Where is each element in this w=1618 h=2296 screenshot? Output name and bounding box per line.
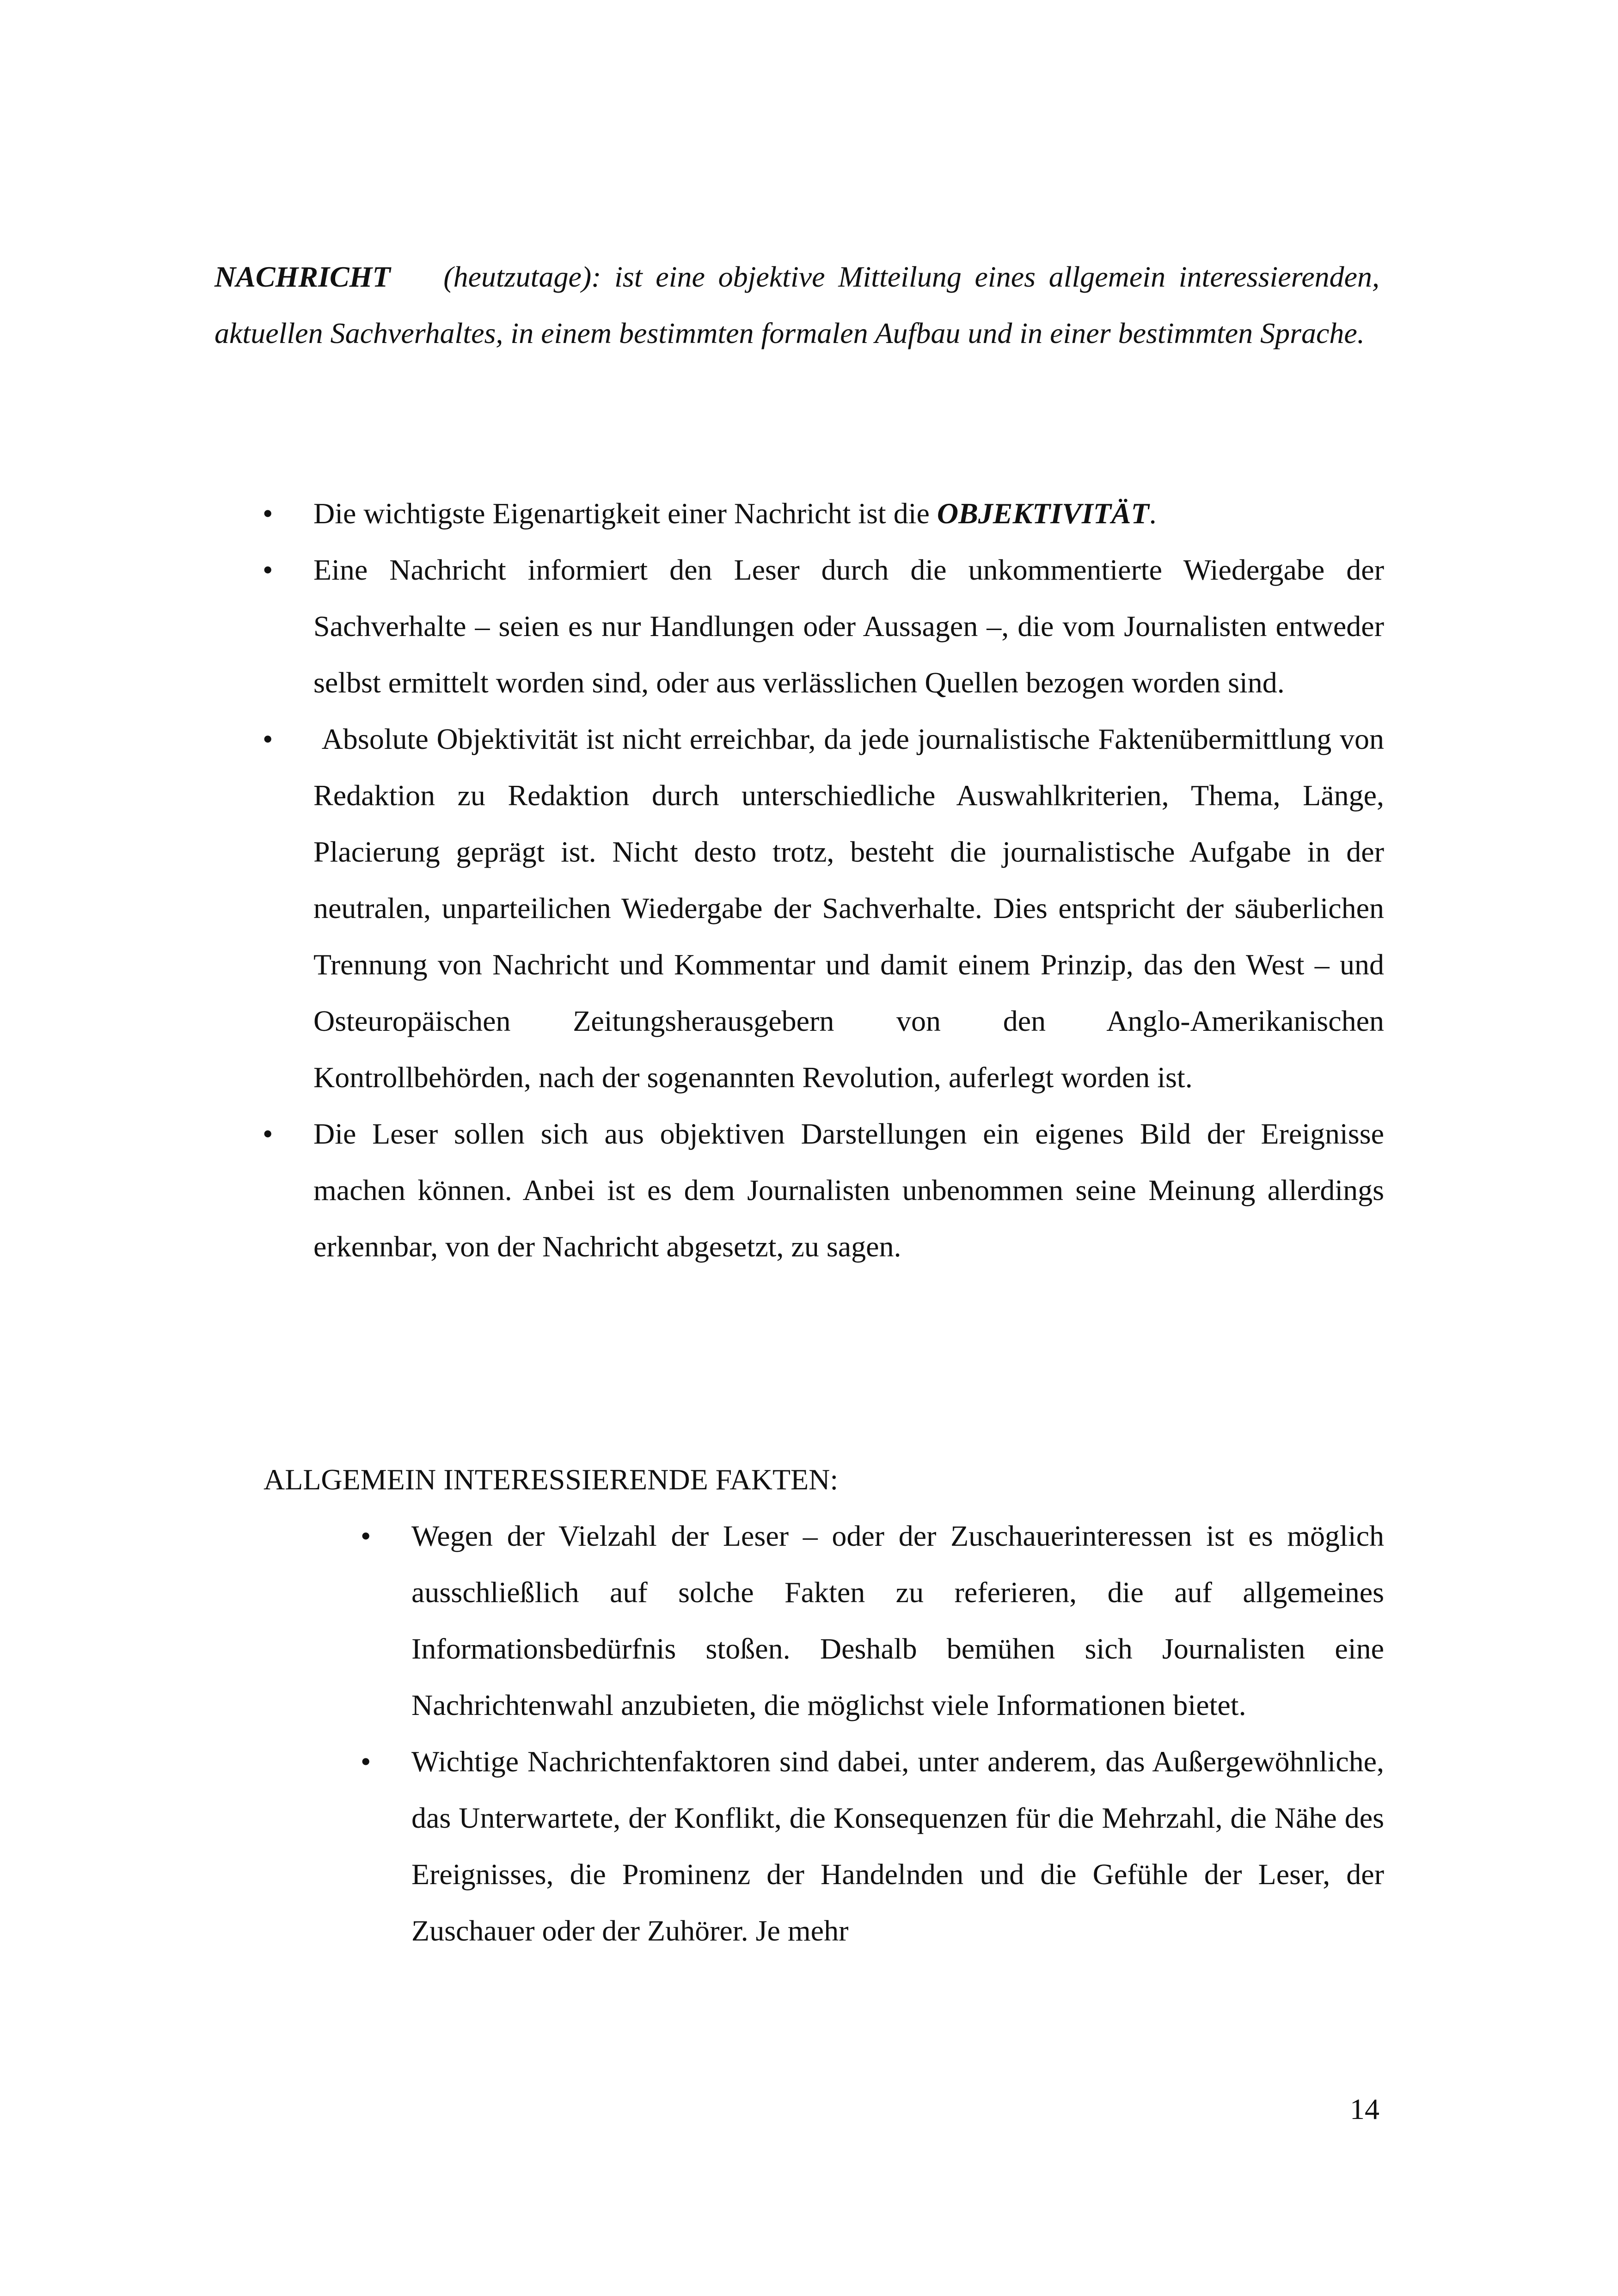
objectivity-bullet-list bbox=[263, 485, 1392, 1275]
list-item bbox=[263, 485, 1384, 542]
list-item-text: Die wichtigste Eigenartigkeit einer Nachricht ist die bbox=[313, 497, 937, 530]
bullet-icon: • bbox=[263, 722, 273, 755]
list-item-text: Die Leser sollen sich aus objektiven Darstellungen ein eigenes Bild der Ereignisse machen können. Anbei ist es dem Journalisten unbenommen seine Meinung allerdings erkennbar, von der Nachricht abgesetzt, zu sagen. bbox=[313, 1117, 1384, 1263]
facts-bullet-list bbox=[361, 1508, 1384, 1959]
list-item bbox=[361, 1508, 1384, 1733]
list-item-text: Wegen der Vielzahl der Leser – oder der Zuschauerinteressen ist es möglich ausschließlich auf solche Fakten zu referieren, die auf allgemeines Informationsbedürfnis stoßen. Deshalb bemühen sich Journalisten eine Nachrichtenwahl anzubieten, die möglichst viele Informationen bietet. bbox=[411, 1519, 1384, 1721]
list-item bbox=[361, 1733, 1384, 1959]
emphasis-text: OBJEKTIVITÄT bbox=[937, 497, 1149, 530]
bullet-icon: • bbox=[263, 553, 273, 586]
bullet-icon: • bbox=[263, 497, 273, 530]
definition-term: NACHRICHT bbox=[215, 260, 391, 293]
section-heading: ALLGEMEIN INTERESSIERENDE FAKTEN: bbox=[264, 1463, 839, 1496]
list-item bbox=[263, 1106, 1384, 1275]
list-item bbox=[263, 711, 1392, 1106]
definition-paragraph bbox=[215, 249, 1379, 361]
list-item-text: Wichtige Nachrichtenfaktoren sind dabei, unter anderem, das Außergewöhnliche, das Unterwartete, der Konflikt, die Konsequenzen für die Mehrzahl, die Nähe des Ereignisses, die Prominenz der Handelnden und die Gefühle der Leser, der Zuschauer oder der Zuhörer. Je mehr bbox=[411, 1745, 1384, 1947]
definition-text: (heutzutage): ist eine objektive Mitteilung eines allgemein interessierenden, aktuellen Sachverhaltes, in einem bestimmten formalen Aufbau und in einer bestimmten Sprache. bbox=[215, 260, 1380, 349]
bullet-icon: • bbox=[361, 1519, 371, 1552]
list-item-text: Absolute Objektivität ist nicht erreichbar, da jede journalistische Faktenübermittlung von Redaktion zu Redaktion durch unterschiedliche Auswahlkriterien, Thema, Länge, Placierung geprägt ist. Nicht desto trotz, besteht die journalistische Aufgabe in der neutralen, unparteilichen Wiedergabe der Sachverhalte. Dies entspricht der säuberlichen Trennung von Nachricht und Kommentar und damit einem Prinzip, das den West – und Osteuropäischen Zeitungsherausgebern von den Anglo-Amerikanischen Kontrollbehörden, nach der sogenannten Revolution, auferlegt worden ist. bbox=[313, 722, 1392, 1094]
page-number: 14 bbox=[1350, 2093, 1379, 2125]
list-item-end: . bbox=[1149, 497, 1157, 530]
list-item bbox=[263, 542, 1384, 711]
bullet-icon: • bbox=[361, 1745, 371, 1778]
bullet-icon: • bbox=[263, 1117, 273, 1150]
list-item-text: Eine Nachricht informiert den Leser durch die unkommentierte Wiedergabe der Sachverhalte – seien es nur Handlungen oder Aussagen –, die vom Journalisten entweder selbst ermittelt worden sind, oder aus verlässlichen Quellen bezogen worden sind. bbox=[313, 553, 1384, 699]
